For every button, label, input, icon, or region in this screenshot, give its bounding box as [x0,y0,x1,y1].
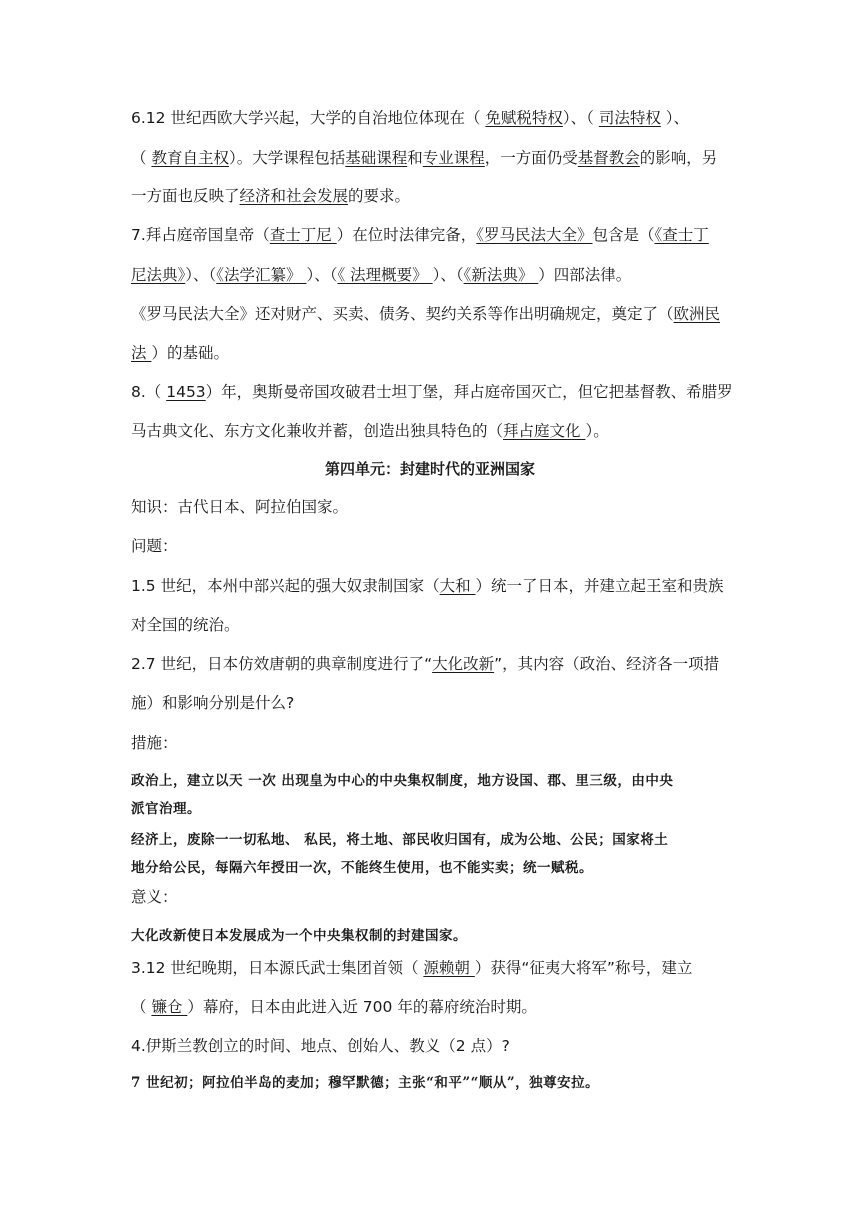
answer-blank: 镰仓 [151,998,188,1016]
text: ）获得“征夷大将军”称号，建立 [474,959,693,977]
answer-blank: 查士丁尼 [269,226,337,244]
u4-q1-line-2: 对全国的统治。 [131,616,240,634]
text: ）。 [585,422,609,440]
text: ）幕府，日本由此进入近 700 年的幕府统治时期。 [187,998,537,1016]
text: ）四部法律。 [538,266,632,284]
answer-blank: 法 [131,344,152,362]
measure-political-line-1: 政治上，建立以天 一次 出现皇为中心的中央集权制度，地方设国、郡、里三级，由中央 [131,773,674,789]
text: ）、（ [432,266,464,284]
answer-blank: 尼法典》 [131,266,186,284]
text: 8.（ [131,383,167,401]
u4-q2-line-2: 施）和影响分别是什么? [131,694,295,712]
text: ）年，奥斯曼帝国攻破君士坦丁堡，拜占庭帝国灭亡，但它把基督教、希腊罗 [205,383,733,401]
text: 1.5 世纪，本州中部兴起的强大奴隶制国家（ [131,577,440,595]
answer-blank: 大和 [439,577,476,595]
q8-line-1 [131,382,733,402]
q8-line-2 [131,421,609,441]
text: ，一方面仍受 [484,149,578,167]
answer-blank: 欧洲民 [673,305,721,323]
text: ”，其内容（政治、经济各一项措 [494,655,720,673]
text: 7.拜占庭帝国皇帝（ [131,226,270,244]
q6-line-1 [131,108,689,128]
u4-q2-line-1 [131,654,719,674]
text: 3.12 世纪晚期，日本源氏武士集团首领（ [131,959,424,977]
u4-q4-question: 4.伊斯兰教创立的时间、地点、创始人、教义（2 点）? [131,1037,510,1055]
measure-political-line-2: 派官治理。 [131,801,201,817]
text: ）、（ [306,266,338,284]
answer-blank: 源赖朝 [423,959,475,977]
q7-line-2 [131,265,631,285]
text: ）统一了日本，并建立起王室和贵族 [475,577,724,595]
keyword: 基督教会 [577,149,640,167]
text: ）、 [660,109,690,127]
keyword: 大化改新 [432,655,495,673]
answer-blank: 免赋税特权 [485,109,563,127]
text: 一方面也反映了 [131,187,240,205]
text: （ [131,998,152,1016]
answer-blank: 《查士丁 [654,226,709,244]
text: 6.12 世纪西欧大学兴起，大学的自治地位体现在（ [131,109,486,127]
answer-blank: 司法特权 [598,109,661,127]
questions-label: 问题： [131,537,178,555]
text: 的影响，另 [639,149,718,167]
q7-line-4 [131,343,229,363]
meaning-label: 意义： [131,888,178,906]
text: ）在位时法律完备， [336,226,477,244]
text: ）的基础。 [151,344,229,362]
answer-blank: 《 法理概要》 [337,266,433,284]
q6-line-2 [131,148,717,168]
text: ）。大学课程包括 [228,149,346,167]
text: 包含是（ [592,226,655,244]
text: 的要求。 [348,187,411,205]
text: 马古典文化、东方文化兼收并蓄，创造出独具特色的（ [131,422,504,440]
measures-label: 措施： [131,734,178,752]
answer-blank: 拜占庭文化 [503,422,586,440]
meaning-answer: 大化改新使日本发展成为一个中央集权制的封建国家。 [131,928,467,944]
q7-line-1 [131,225,709,245]
text: ）、（ [185,266,217,284]
q7-line-3 [131,304,720,324]
u4-q3-line-1 [131,958,692,978]
text: ）、（ [562,109,599,127]
u4-q1-line-1 [131,576,724,596]
text: 和 [407,149,423,167]
answer-blank: 1453 [166,383,206,401]
q6-line-3 [131,186,410,206]
text: 2.7 世纪，日本仿效唐朝的典章制度进行了“ [131,655,433,673]
measure-economic-line-1: 经济上，废除一一切私地、 私民，将土地、部民收归国有，成为公地、公民；国家将土 [131,832,669,848]
text: 《罗马民法大全》还对财产、买卖、债务、契约关系等作出明确规定，奠定了（ [131,305,674,323]
keyword: 基础课程 [345,149,408,167]
u4-q4-answer: 7 世纪初；阿拉伯半岛的麦加；穆罕默德；主张“和平”“顺从”，独尊安拉。 [131,1075,600,1091]
answer-blank: 教育自主权 [151,149,229,167]
answer-blank: 《法学汇纂》 [216,266,307,284]
text: （ [131,149,152,167]
keyword: 专业课程 [422,149,485,167]
u4-q3-line-2 [131,997,537,1017]
keyword: 经济和社会发展 [239,187,349,205]
measure-economic-line-2: 地分给公民，每隔六年授田一次，不能终生使用，也不能实卖；统一赋税。 [131,860,593,876]
keyword: 《罗马民法大全》 [476,226,593,244]
unit-heading: 第四单元：封建时代的亚洲国家 [324,460,535,478]
answer-blank: 《新法典》 [463,266,539,284]
knowledge-line: 知识：古代日本、阿拉伯国家。 [131,498,349,516]
